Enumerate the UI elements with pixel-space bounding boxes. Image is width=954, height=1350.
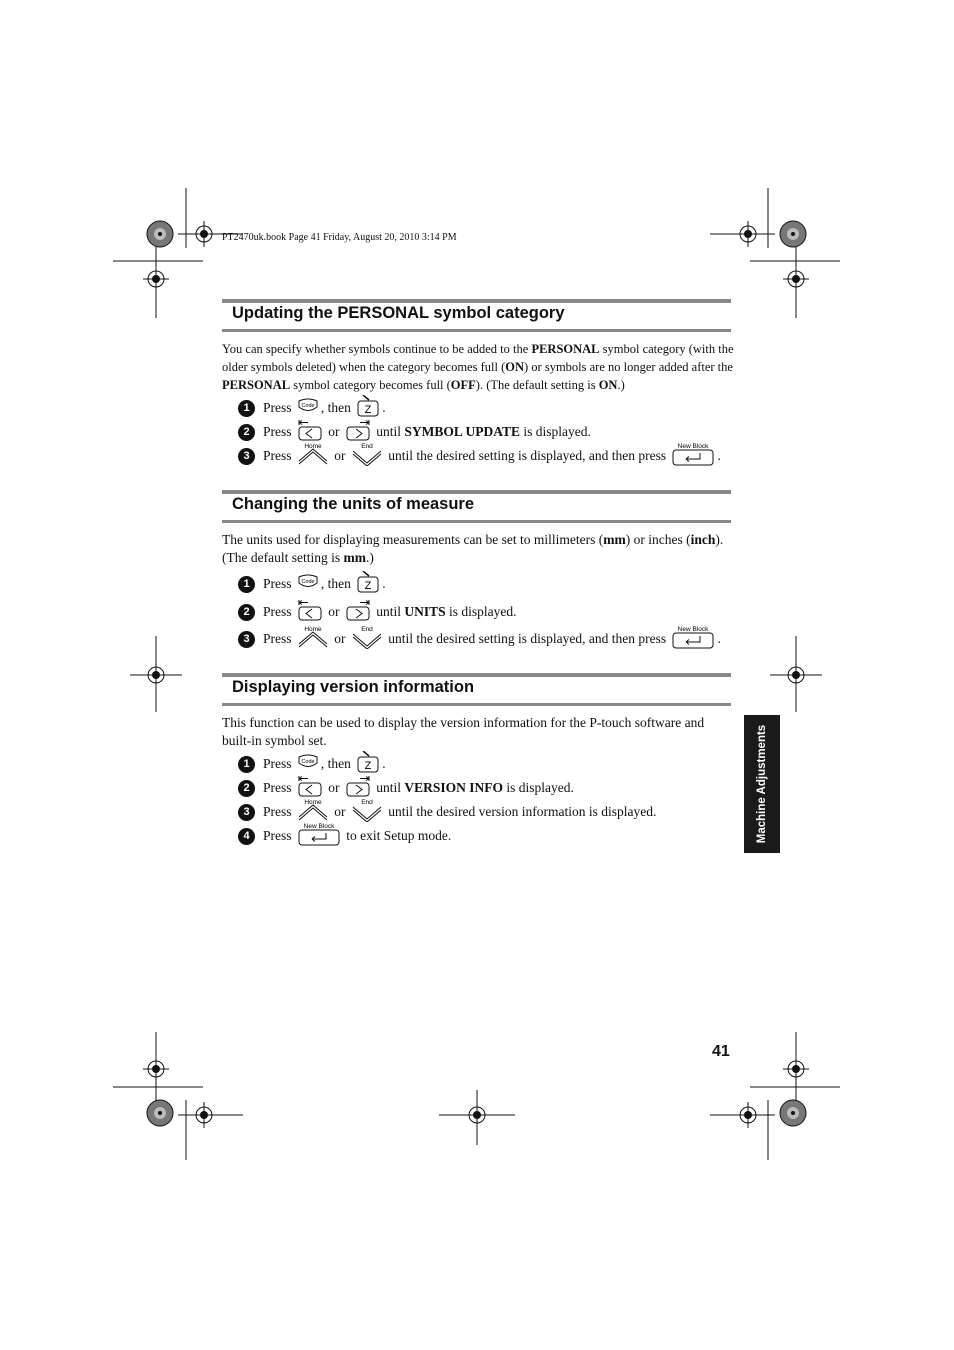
svg-text:Home: Home — [304, 443, 322, 450]
step-number: 2 — [238, 604, 255, 621]
step-number: 1 — [238, 400, 255, 417]
code-key-icon — [298, 573, 318, 595]
section-title-personal: Updating the PERSONAL symbol category — [232, 304, 565, 322]
down-key-icon — [352, 798, 382, 826]
section-title-version: Displaying version information — [232, 678, 475, 696]
svg-text:New Block: New Block — [678, 626, 709, 633]
svg-text:New Block: New Block — [678, 443, 709, 450]
step-2: 2 Press or until VERSION INFO is displayed. — [238, 778, 574, 798]
svg-text:Home: Home — [304, 626, 322, 633]
svg-text:Code: Code — [301, 759, 315, 765]
chapter-side-tab: Machine Adjustments — [744, 715, 780, 853]
svg-text:New Block: New Block — [303, 823, 335, 830]
step-1: 1 Press Code , then Z . — [238, 398, 386, 418]
step-3: 3 Press Home or End until the desired setting is displayed, and then press New Block . — [238, 629, 721, 649]
enter-key-icon — [672, 442, 714, 470]
code-key-icon — [298, 397, 318, 419]
svg-text:Home: Home — [304, 799, 322, 806]
section-intro-units: The units used for displaying measurements can be set to millimeters (mm) or inches (inch). (The default setting is mm.) — [222, 532, 724, 565]
svg-text:Z: Z — [364, 760, 372, 772]
left-arrow-key-icon — [298, 599, 322, 625]
step-1: 1 Press Code , then Z . — [238, 754, 386, 774]
section-rule-bottom — [222, 703, 731, 706]
section-rule-top — [222, 673, 731, 677]
up-key-icon — [298, 625, 328, 653]
step-number: 2 — [238, 424, 255, 441]
enter-key-icon — [298, 822, 340, 850]
step-4: 4 Press New Block to exit Setup mode. — [238, 826, 451, 846]
z-key-icon — [357, 395, 379, 421]
right-arrow-key-icon — [346, 599, 370, 625]
step-number: 1 — [238, 576, 255, 593]
step-number: 3 — [238, 448, 255, 465]
step-number: 1 — [238, 756, 255, 773]
up-key-icon — [298, 442, 328, 470]
file-header: PT2470uk.book Page 41 Friday, August 20, 2010 3:14 PM — [222, 232, 457, 243]
section-intro-version: This function can be used to display the version information for the P-touch software and built-in symbol set. — [222, 715, 705, 748]
section-rule-top — [222, 299, 731, 303]
step-2: 2 Press or until SYMBOL UPDATE is displayed. — [238, 422, 591, 442]
svg-text:End: End — [361, 443, 373, 450]
z-key-icon — [357, 751, 379, 777]
step-1: 1 Press Code , then Z . — [238, 574, 386, 594]
step-number: 2 — [238, 780, 255, 797]
down-key-icon — [352, 442, 382, 470]
svg-text:End: End — [361, 799, 373, 806]
svg-text:Z: Z — [364, 404, 372, 416]
enter-key-icon — [672, 625, 714, 653]
svg-text:End: End — [361, 626, 373, 633]
z-key-icon — [357, 571, 379, 597]
code-key-icon — [298, 753, 318, 775]
step-number: 4 — [238, 828, 255, 845]
svg-text:Code: Code — [301, 579, 315, 585]
svg-text:Code: Code — [301, 403, 315, 409]
step-number: 3 — [238, 631, 255, 648]
section-rule-top — [222, 490, 731, 494]
svg-text:Z: Z — [364, 580, 372, 592]
page-number: 41 — [712, 1043, 730, 1060]
step-3: 3 Press Home or End until the desired setting is displayed, and then press New Block . — [238, 446, 721, 466]
down-key-icon — [352, 625, 382, 653]
section-rule-bottom — [222, 520, 731, 523]
step-number: 3 — [238, 804, 255, 821]
step-3: 3 Press Home or End until the desired version information is displayed. — [238, 802, 656, 822]
section-rule-bottom — [222, 329, 731, 332]
section-title-units: Changing the units of measure — [232, 495, 475, 513]
step-2: 2 Press or until UNITS is displayed. — [238, 602, 517, 622]
section-intro-personal: You can specify whether symbols continue to be added to the PERSONAL symbol category (with the older symbols deleted) when the category becomes full (ON) or symbols are no longer added after the PERSONAL symbol category becomes full (OFF). (The default setting is ON.) — [222, 342, 734, 392]
